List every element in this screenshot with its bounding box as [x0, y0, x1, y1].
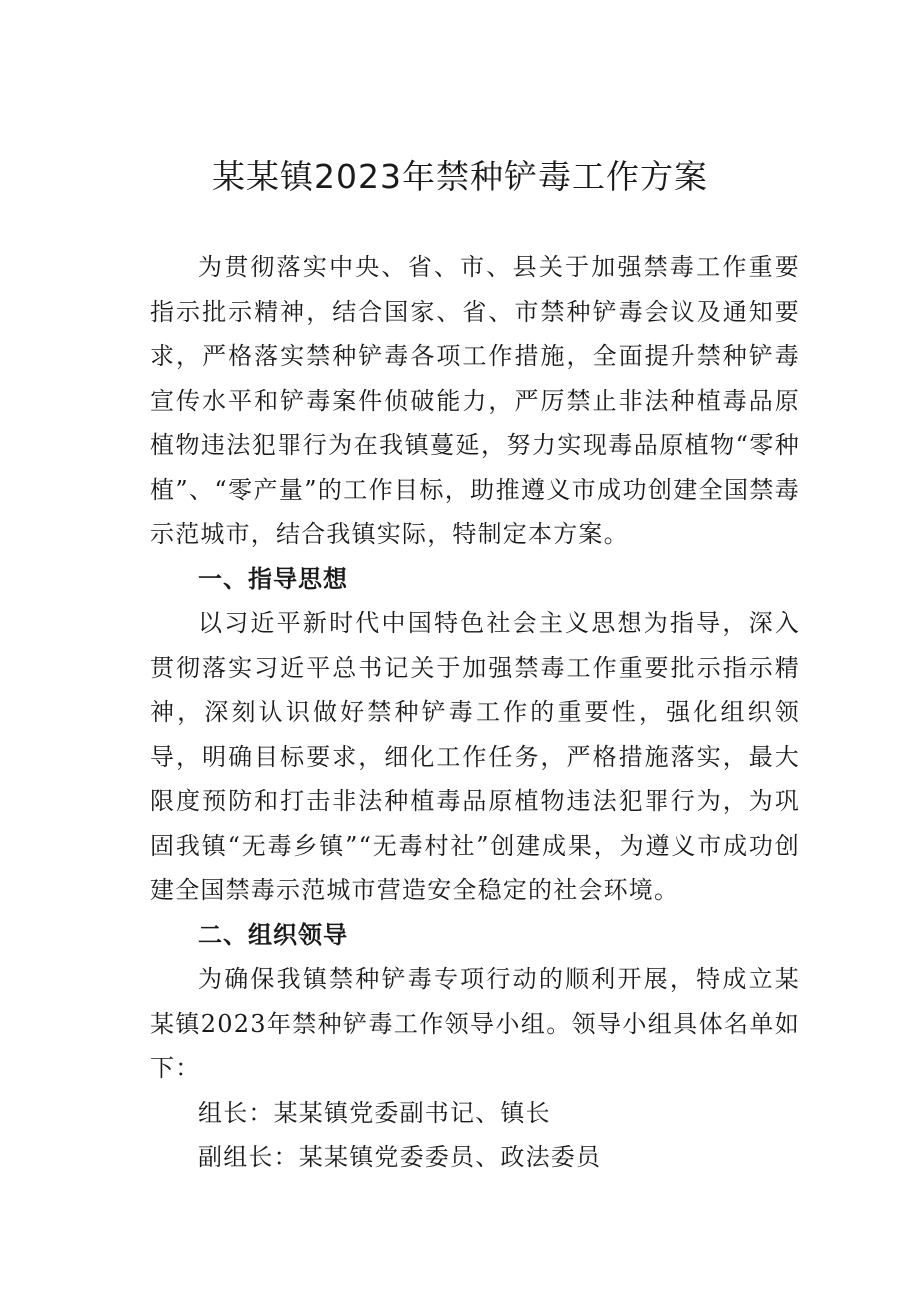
team-leader-line: 组长：某某镇党委副书记、镇长: [198, 1098, 551, 1127]
document-body: [150, 245, 800, 1180]
section-heading-guiding-ideology: 一、指导思想: [198, 564, 348, 593]
section-heading-organization-leadership: 二、组织领导: [198, 920, 348, 949]
document-title: 某某镇2023年禁种铲毒工作方案: [212, 157, 708, 196]
deputy-leader-line: 副组长：某某镇党委委员、政法委员: [198, 1143, 602, 1171]
intro-paragraph: 为贯彻落实中央、省、市、县关于加强禁毒工作重要指示批示精神，结合国家、省、市禁种铲毒会议及通知要求，严格落实禁种铲毒各项工作措施，全面提升禁种铲毒宣传水平和铲毒案件侦破能力，严厉禁止非法种植毒品原植物违法犯罪行为在我镇蔓延，努力实现毒品原植物“零种植”、“零产量”的工作目标，助推遵义市成功创建全国禁毒示范城市，结合我镇实际，特制定本方案。: [150, 253, 800, 548]
guiding-ideology-paragraph: 以习近平新时代中国特色社会主义思想为指导，深入贯彻落实习近平总书记关于加强禁毒工作重要批示指示精神，深刻认识做好禁种铲毒工作的重要性，强化组织领导，明确目标要求，细化工作任务，严格措施落实，最大限度预防和打击非法种植毒品原植物违法犯罪行为，为巩固我镇“无毒乡镇”“无毒村社”创建成果，为遵义市成功创建全国禁毒示范城市营造安全稳定的社会环境。: [150, 609, 800, 904]
organization-paragraph: 为确保我镇禁种铲毒专项行动的顺利开展，特成立某某镇2023年禁种铲毒工作领导小组。领导小组具体名单如下：: [150, 965, 800, 1082]
